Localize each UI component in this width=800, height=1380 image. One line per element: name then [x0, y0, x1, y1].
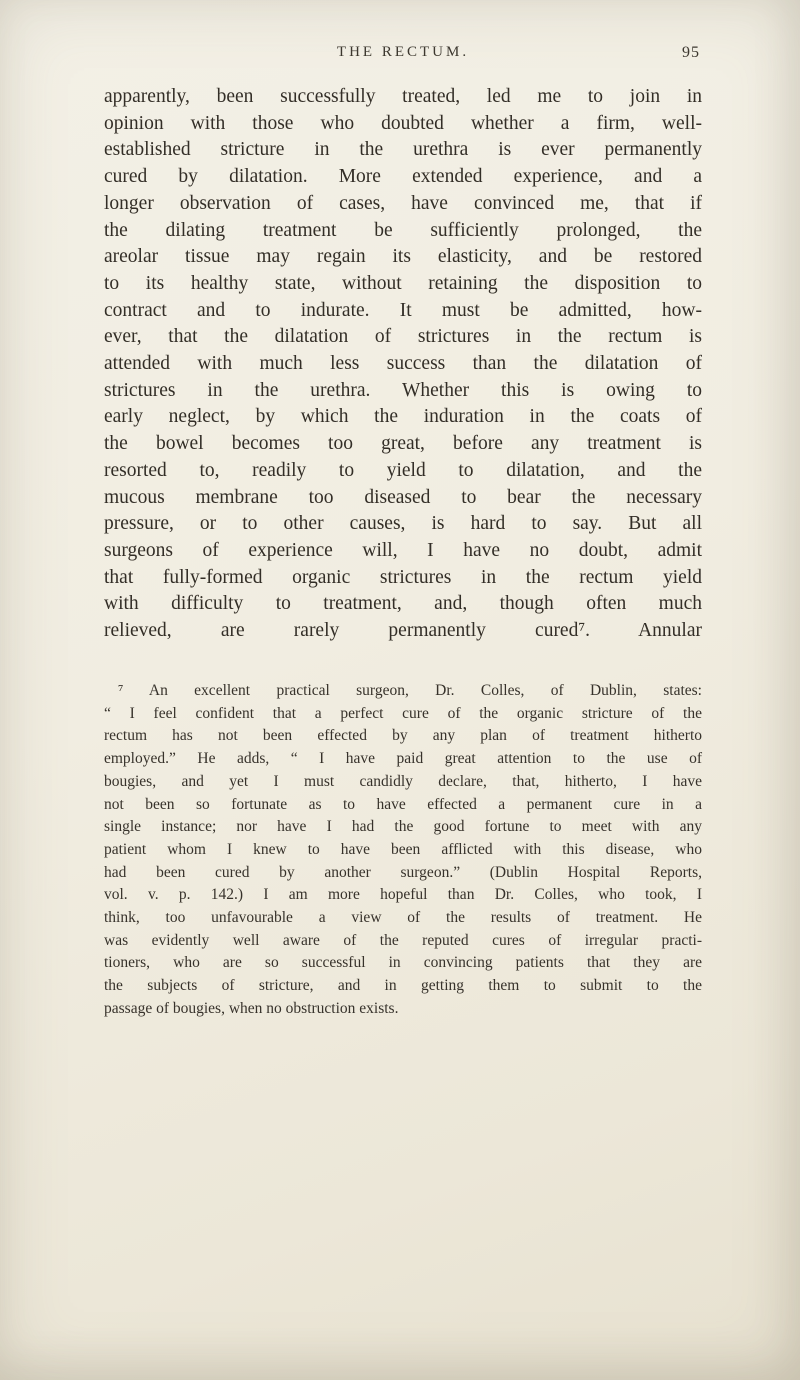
text-line: passage of bougies, when no obstruction exists.: [104, 999, 399, 1017]
text-line: areolar tissue may regain its elasticity, and be restored: [104, 246, 702, 268]
text-line: think, too unfavourable a view of the results of treatment. He: [104, 909, 702, 927]
text-line: to its healthy state, without retaining the disposition to: [104, 272, 702, 294]
text-line: longer observation of cases, have convinced me, that if: [104, 192, 702, 214]
text-line: was evidently well aware of the reputed cures of irregular practi-: [104, 931, 702, 949]
text-line: strictures in the urethra. Whether this is owing to: [104, 379, 702, 401]
text-line: contract and to indurate. It must be admitted, how-: [104, 299, 702, 321]
text-line: with difficulty to treatment, and, though often much: [104, 593, 702, 615]
text-line: established stricture in the urethra is ever permanently: [104, 139, 702, 161]
text-line: mucous membrane too diseased to bear the necessary: [104, 486, 702, 508]
text-line: not been so fortunate as to have effected a permanent cure in a: [104, 795, 702, 813]
text-line: resorted to, readily to yield to dilatation, and the: [104, 459, 702, 481]
text-line: apparently, been successfully treated, led me to join in: [104, 86, 702, 107]
text-line: ever, that the dilatation of strictures in the rectum is: [104, 326, 702, 348]
text-line: had been cured by another surgeon.” (Dublin Hospital Reports,: [104, 863, 702, 881]
text-line: the bowel becomes too great, before any treatment is: [104, 433, 702, 455]
text-line: bougies, and yet I must candidly declare, that, hitherto, I have: [104, 772, 702, 790]
text-line: the dilating treatment be sufficiently prolonged, the: [104, 219, 702, 241]
text-line: cured by dilatation. More extended experience, and a: [104, 166, 702, 188]
text-line: relieved, are rarely permanently cured⁷. Annular: [104, 620, 702, 642]
text-line: rectum has not been effected by any plan of treatment hitherto: [104, 727, 702, 745]
running-head: [104, 44, 702, 61]
page-number: 95: [682, 44, 700, 61]
text-line: early neglect, by which the induration in the coats of: [104, 406, 702, 428]
text-line: opinion with those who doubted whether a firm, well-: [104, 112, 702, 134]
text-line: attended with much less success than the dilatation of: [104, 353, 702, 375]
text-line: surgeons of experience will, I have no doubt, admit: [104, 539, 702, 561]
text-line: “ I feel confident that a perfect cure of the organic stricture of the: [104, 704, 702, 722]
running-head-title: THE RECTUM.: [336, 44, 470, 60]
text-line: patient whom I knew to have been afflicted with this disease, who: [104, 840, 702, 858]
text-line: the subjects of stricture, and in getting them to submit to the: [104, 977, 702, 995]
text-line: vol. v. p. 142.) I am more hopeful than Dr. Colles, who took, I: [104, 886, 702, 904]
text-line: tioners, who are so successful in convincing patients that they are: [104, 954, 702, 972]
text-line: ⁷ An excellent practical surgeon, Dr. Colles, of Dublin, states:: [118, 682, 702, 699]
text-line: single instance; nor have I had the good fortune to meet with any: [104, 818, 702, 836]
text-line: pressure, or to other causes, is hard to say. But all: [104, 513, 702, 535]
text-line: that fully-formed organic strictures in the rectum yield: [104, 566, 702, 588]
body-text: [104, 84, 702, 645]
text-line: employed.” He adds, “ I have paid great attention to the use of: [104, 750, 702, 768]
footnote: [104, 680, 702, 1021]
